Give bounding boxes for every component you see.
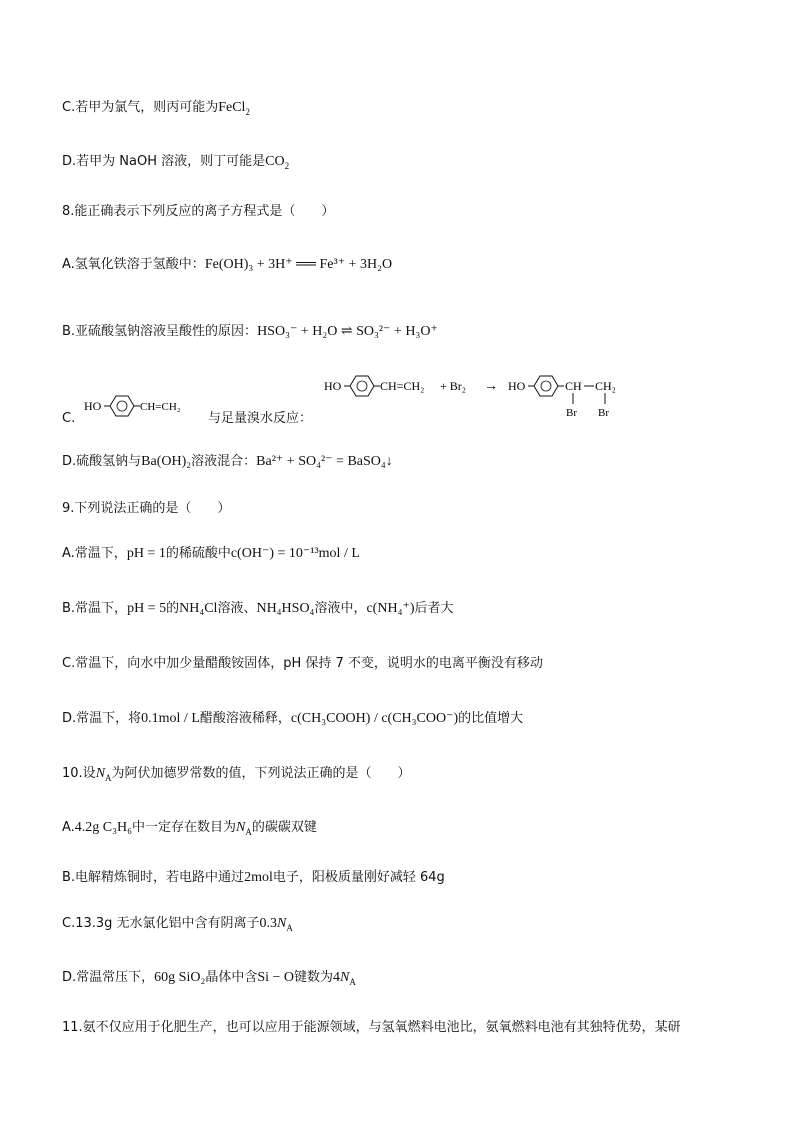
q8-option-a: A.氢氧化铁溶于氢酸中：Fe(OH)₃ + 3H⁺ ══ Fe³⁺ + 3H₂O	[62, 257, 393, 272]
reactant-ho-label: HO	[84, 399, 102, 413]
q10-option-b: B.电解精炼铜时，若电路中通过2mol电子，阳极质量刚好减轻 64g	[62, 870, 445, 885]
q11-stem: 11.氨不仅应用于化肥生产，也可以应用于能源领域，与氢氧燃料电池比，氨氧燃料电池有其独特优势，某研	[62, 1020, 681, 1035]
reactant-vinyl-label: CH=CH₂	[140, 401, 181, 413]
q7-option-c: C.若甲为氯气，则丙可能为FeCl$_2$	[62, 100, 250, 117]
q9-option-c: C.常温下，向水中加少量醋酸铵固体，pH 保持 7 不变，说明水的电离平衡没有移动	[62, 656, 543, 671]
q8-option-b: B.亚硫酸氢钠溶液呈酸性的原因：HSO₃⁻ + H₂O ⇌ SO₃²⁻ + H₃O⁺	[62, 324, 438, 339]
q9-option-b: B.常温下，pH = 5的NH₄Cl溶液、NH₄HSO₄溶液中，c(NH₄⁺)后者大	[62, 601, 454, 616]
eq-product-br1: Br	[566, 407, 577, 419]
q10-option-a: A.4.2g C₃H₆中一定存在数目为$N_A$的碳碳双键	[62, 820, 317, 837]
q8-option-c: C.	[62, 411, 76, 426]
q8-option-c-suffix: 与足量溴水反应：	[208, 411, 313, 426]
reaction-equation	[322, 368, 652, 422]
eq-reactant-vinyl: CH=CH₂	[380, 379, 425, 393]
q9-option-a: A.常温下，pH = 1的稀硫酸中c(OH⁻) = 10⁻¹³mol / L	[62, 546, 360, 561]
reactant-structure	[82, 388, 206, 420]
q10-option-c: C.13.3g 无水氯化铝中含有阴离子$0.3N_A$	[62, 916, 293, 933]
eq-reactant-ho: HO	[324, 379, 342, 393]
q10-option-d: D.常温常压下，60g SiO₂晶体中含Si − O键数为$4N_A$	[62, 970, 356, 987]
eq-product-ch: CH	[565, 379, 582, 393]
q9-stem: 9.下列说法正确的是（ ）	[62, 501, 231, 516]
eq-product-br2: Br	[598, 407, 609, 419]
eq-product-ch2: CH₂	[595, 379, 616, 393]
q9-option-d: D.常温下，将0.1mol / L醋酸溶液稀释，c(CH₃COOH) / c(CH₃COO⁻)的比值增大	[62, 711, 524, 726]
q10-stem: 10.设$N_A$为阿伏加德罗常数的值，下列说法正确的是（ ）	[62, 766, 411, 783]
q8-stem: 8.能正确表示下列反应的离子方程式是（ ）	[62, 204, 335, 219]
eq-plus-br2: + Br₂	[440, 379, 466, 393]
eq-arrow: →	[484, 379, 498, 394]
q8-option-d: D.硫酸氢钠与Ba(OH)₂溶液混合：Ba²⁺ + SO₄²⁻ = BaSO₄↓	[62, 454, 393, 469]
q7-option-d: D.若甲为 NaOH 溶液，则丁可能是$CO_2$	[62, 154, 290, 171]
eq-product-ho: HO	[508, 379, 526, 393]
